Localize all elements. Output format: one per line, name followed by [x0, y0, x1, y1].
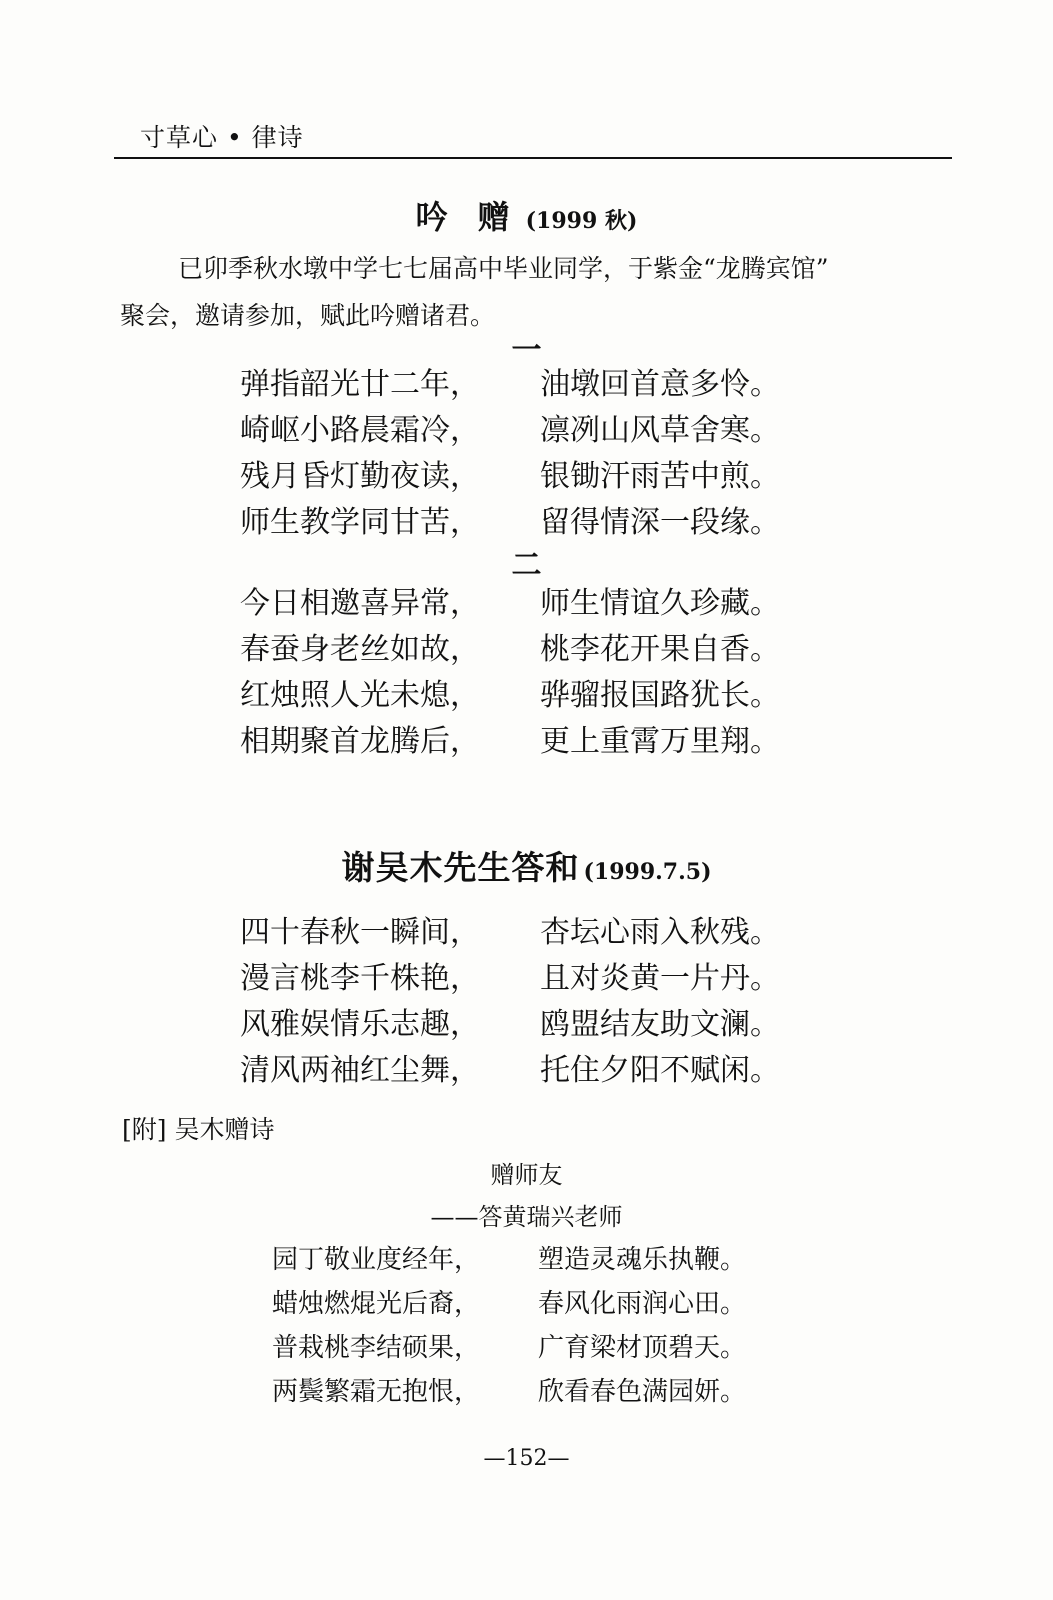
verse-first-half: 崎岖小路晨霜冷， [240, 413, 480, 448]
poem2-title: 谢吴木先生答和 [341, 848, 580, 887]
poem2-heading [0, 842, 1053, 889]
verse-line [272, 1282, 832, 1326]
verse-first-half: 今日相邀喜异常， [240, 586, 480, 621]
part-numeral-1: 一 [511, 333, 542, 368]
verse-second-half: 骅骝报国路犹长。 [540, 678, 780, 713]
poem2-body [240, 910, 840, 1094]
verse-first-half: 春蚕身老丝如故， [240, 632, 480, 667]
verse-second-half: 广育梁材顶碧天。 [538, 1333, 747, 1363]
appendix-poem-title: 赠师友 [490, 1161, 563, 1189]
verse-first-half: 四十春秋一瞬间， [240, 915, 480, 950]
poem1-part1 [240, 362, 840, 546]
verse-first-half: 弹指韶光廿二年， [240, 367, 480, 402]
verse-second-half: 油墩回首意多怜。 [540, 367, 780, 402]
verse-first-half: 清风两袖红尘舞， [240, 1053, 480, 1088]
verse-second-half: 留得情深一段缘。 [540, 505, 780, 540]
verse-line [240, 581, 840, 627]
verse-line [240, 408, 840, 454]
appendix-poem-body [272, 1238, 832, 1414]
verse-first-half: 红烛照人光未熄， [240, 678, 480, 713]
verse-first-half: 风雅娱情乐志趣， [240, 1007, 480, 1042]
part-numeral-2: 二 [511, 548, 542, 583]
verse-second-half: 凛冽山风草舍寒。 [540, 413, 780, 448]
verse-second-half: 更上重霄万里翔。 [540, 724, 780, 759]
header-rule [114, 157, 952, 159]
poem1-heading [0, 192, 1053, 238]
verse-first-half: 残月昏灯勤夜读， [240, 459, 480, 494]
verse-line [240, 1048, 840, 1094]
verse-second-half: 塑造灵魂乐执鞭。 [538, 1245, 747, 1275]
verse-second-half: 欣看春色满园妍。 [538, 1377, 747, 1407]
verse-line [240, 956, 840, 1002]
poem1-date: (1999 秋) [525, 208, 638, 234]
verse-first-half: 漫言桃李千株艳， [240, 961, 480, 996]
poem1-title: 吟赠 [415, 198, 540, 236]
verse-second-half: 且对炎黄一片丹。 [540, 961, 780, 996]
verse-first-half: 蜡烛燃焜光后裔， [272, 1289, 481, 1319]
verse-first-half: 两鬓繁霜无抱恨， [272, 1377, 481, 1407]
preface-line: 聚会，邀请参加，赋此吟赠诸君。 [120, 301, 496, 330]
verse-line [240, 454, 840, 500]
verse-second-half: 师生情谊久珍藏。 [540, 586, 780, 621]
verse-first-half: 相期聚首龙腾后， [240, 724, 480, 759]
running-header: 寸草心 • 律诗 [140, 123, 304, 152]
verse-line [240, 627, 840, 673]
verse-first-half: 普栽桃李结硕果， [272, 1333, 481, 1363]
poem2-date: (1999.7.5) [583, 859, 712, 885]
verse-first-half: 园丁敬业度经年， [272, 1245, 481, 1275]
verse-second-half: 鸥盟结友助文澜。 [540, 1007, 780, 1042]
verse-line [272, 1370, 832, 1414]
verse-line [272, 1238, 832, 1282]
verse-second-half: 银锄汗雨苦中煎。 [540, 459, 780, 494]
verse-second-half: 桃李花开果自香。 [540, 632, 780, 667]
poem1-part2 [240, 581, 840, 765]
verse-second-half: 托住夕阳不赋闲。 [540, 1053, 780, 1088]
verse-line [240, 362, 840, 408]
verse-second-half: 春风化雨润心田。 [538, 1289, 747, 1319]
verse-first-half: 师生教学同甘苦， [240, 505, 480, 540]
preface-line: 已卯季秋水墩中学七七届高中毕业同学，于紫金“龙腾宾馆” [178, 254, 829, 283]
appendix-poem-subtitle: ——答黄瑞兴老师 [430, 1203, 623, 1231]
page-number: —152— [483, 1446, 570, 1471]
verse-line [240, 673, 840, 719]
verse-second-half: 杏坛心雨入秋残。 [540, 915, 780, 950]
verse-line [240, 910, 840, 956]
verse-line [240, 1002, 840, 1048]
appendix-label: [附] 吴木赠诗 [122, 1115, 275, 1144]
verse-line [272, 1326, 832, 1370]
verse-line [240, 719, 840, 765]
